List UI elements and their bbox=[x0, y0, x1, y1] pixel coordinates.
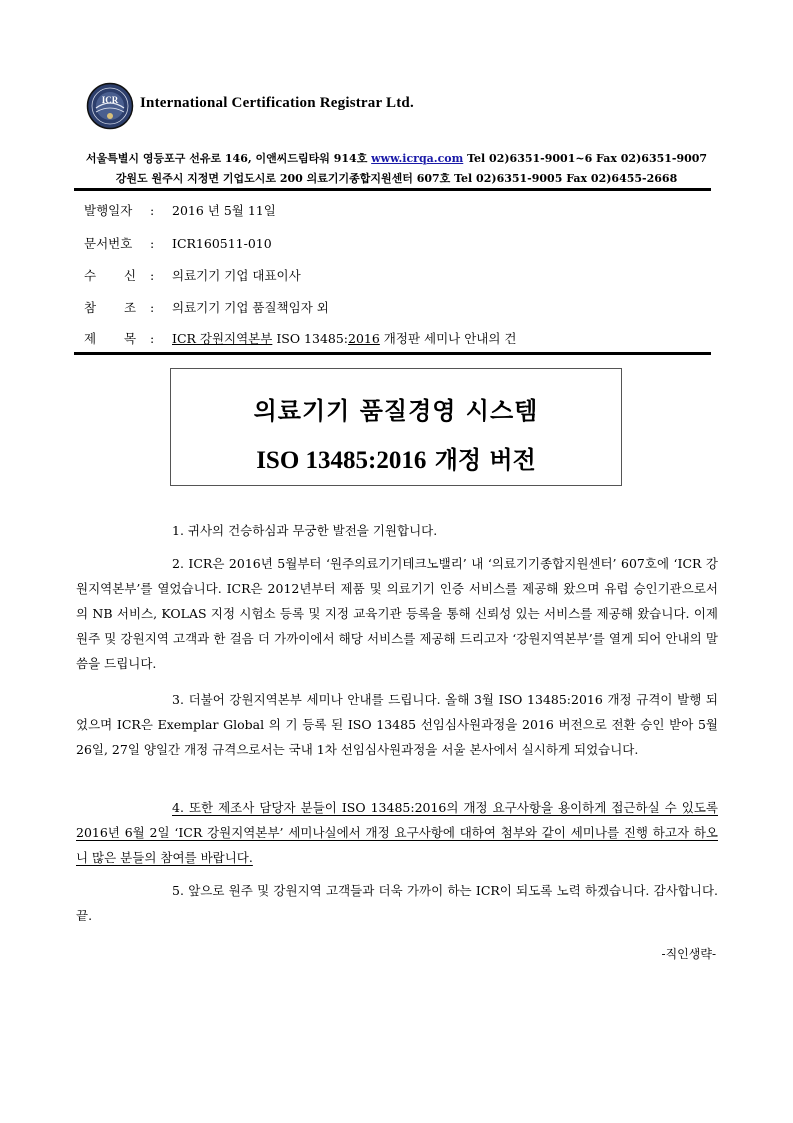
subject-standard: ISO 13485: bbox=[272, 331, 349, 346]
paragraph-1-text: 1. 귀사의 건승하심과 무궁한 발전을 기원합니다. bbox=[172, 523, 438, 538]
paragraph-3 bbox=[76, 687, 718, 762]
colon: : bbox=[150, 300, 155, 315]
meta-recipient bbox=[84, 266, 301, 284]
address-line-2: 강원도 원주시 지정면 기업도시로 200 의료기기종합지원센터 607호 Tel 02)6351-9005 Fax 02)6455-2668 bbox=[115, 172, 678, 185]
title-standard: ISO 13485:2016 bbox=[256, 447, 427, 474]
icr-logo bbox=[86, 82, 134, 130]
subject-label: 제 목 bbox=[84, 331, 137, 346]
meta-divider bbox=[74, 352, 711, 355]
address-line-1-text: 서울특별시 영등포구 선유로 146, 이앤씨드림타워 914호 bbox=[85, 152, 372, 165]
paragraph-2 bbox=[76, 551, 718, 676]
colon: : bbox=[150, 236, 155, 251]
meta-issue-date bbox=[84, 201, 276, 219]
subject-rest: 개정판 세미나 안내의 건 bbox=[379, 331, 517, 346]
meta-subject bbox=[84, 329, 516, 347]
address-line-1 bbox=[0, 150, 793, 166]
recipient-value: 의료기기 기업 대표이사 bbox=[172, 268, 301, 283]
paragraph-2-text: 2. ICR은 2016년 5월부터 ‘원주의료기기테크노밸리’ 내 ‘의료기기종합지원센터’ 607호에 ‘ICR 강원지역본부’를 열었습니다. ICR은 2012년부터 제품 및 의료기기 인증 서비스를 제공해 왔으며 유럽 승인기관으로서의 NB 서비스, KOLAS 지정 시험소 등록 및 지정 교육기관 등록을 통해 신뢰성 있는 서비스를 제공해 왔습니다. 이제 원주 및 강원지역 고객과 한 걸음 더 가까이에서 해당 서비스를 제공해 드리고자 ‘강원지역본부’를 열게 되어 안내의 말씀을 드립니다. bbox=[76, 556, 718, 671]
recipient-label: 수 신 bbox=[84, 268, 137, 283]
logo-text: ICR bbox=[101, 95, 119, 105]
title-line-2 bbox=[171, 440, 621, 475]
website-link[interactable]: www.icrqa.com bbox=[371, 152, 464, 165]
paragraph-4-text: 4. 또한 제조사 담당자 분들이 ISO 13485:2016의 개정 요구사항을 용이하게 접근하실 수 있도록 2016년 6월 2일 ‘ICR 강원지역본부’ 세미나실에서 개정 요구사항에 대하여 첨부와 같이 세미나를 진행 하고자 하오니 많은 분들의 참여를 바랍니다. bbox=[76, 800, 718, 865]
meta-reference bbox=[84, 298, 329, 316]
title-version: 개정 버전 bbox=[426, 446, 536, 474]
header-divider bbox=[74, 188, 711, 191]
paragraph-1 bbox=[76, 518, 718, 543]
subject-region: ICR 강원지역본부 bbox=[172, 331, 273, 346]
doc-number-label: 문서번호 bbox=[84, 236, 133, 251]
seal-omitted-note: -직인생략- bbox=[661, 947, 716, 961]
issue-date-label: 발행일자 bbox=[84, 203, 133, 218]
address-line-1-contact: Tel 02)6351-9001~6 Fax 02)6351-9007 bbox=[463, 152, 708, 165]
title-line-1: 의료기기 품질경영 시스템 bbox=[253, 397, 539, 425]
meta-doc-number bbox=[84, 234, 272, 252]
paragraph-4 bbox=[76, 795, 718, 870]
paragraph-3-text: 3. 더불어 강원지역본부 세미나 안내를 드립니다. 올해 3월 ISO 13485:2016 개정 규격이 발행 되었으며 ICR은 Exemplar Global 의 기 등록 된 ISO 13485 선임심사원과정을 2016 버전으로 전환 승인 받아 5월 26일, 27일 양일간 개정 규격으로서는 국내 1차 선임심사원과정을 서울 본사에서 실시하게 되었습니다. bbox=[76, 692, 718, 757]
colon: : bbox=[150, 268, 155, 283]
paragraph-5 bbox=[76, 878, 718, 928]
subject-year: 2016 bbox=[348, 331, 380, 346]
issue-date-value: 2016 년 5월 11일 bbox=[172, 203, 276, 218]
paragraph-5-text: 5. 앞으로 원주 및 강원지역 고객들과 더욱 가까이 하는 ICR이 되도록 노력 하겠습니다. 감사합니다. 끝. bbox=[76, 883, 718, 923]
colon: : bbox=[150, 331, 155, 346]
company-name: International Certification Registrar Ltd. bbox=[140, 95, 414, 111]
doc-number-value: ICR160511-010 bbox=[172, 236, 272, 251]
reference-value: 의료기기 기업 품질책임자 외 bbox=[172, 300, 329, 315]
reference-label: 참 조 bbox=[84, 300, 137, 315]
title-box bbox=[170, 368, 622, 486]
colon: : bbox=[150, 203, 155, 218]
